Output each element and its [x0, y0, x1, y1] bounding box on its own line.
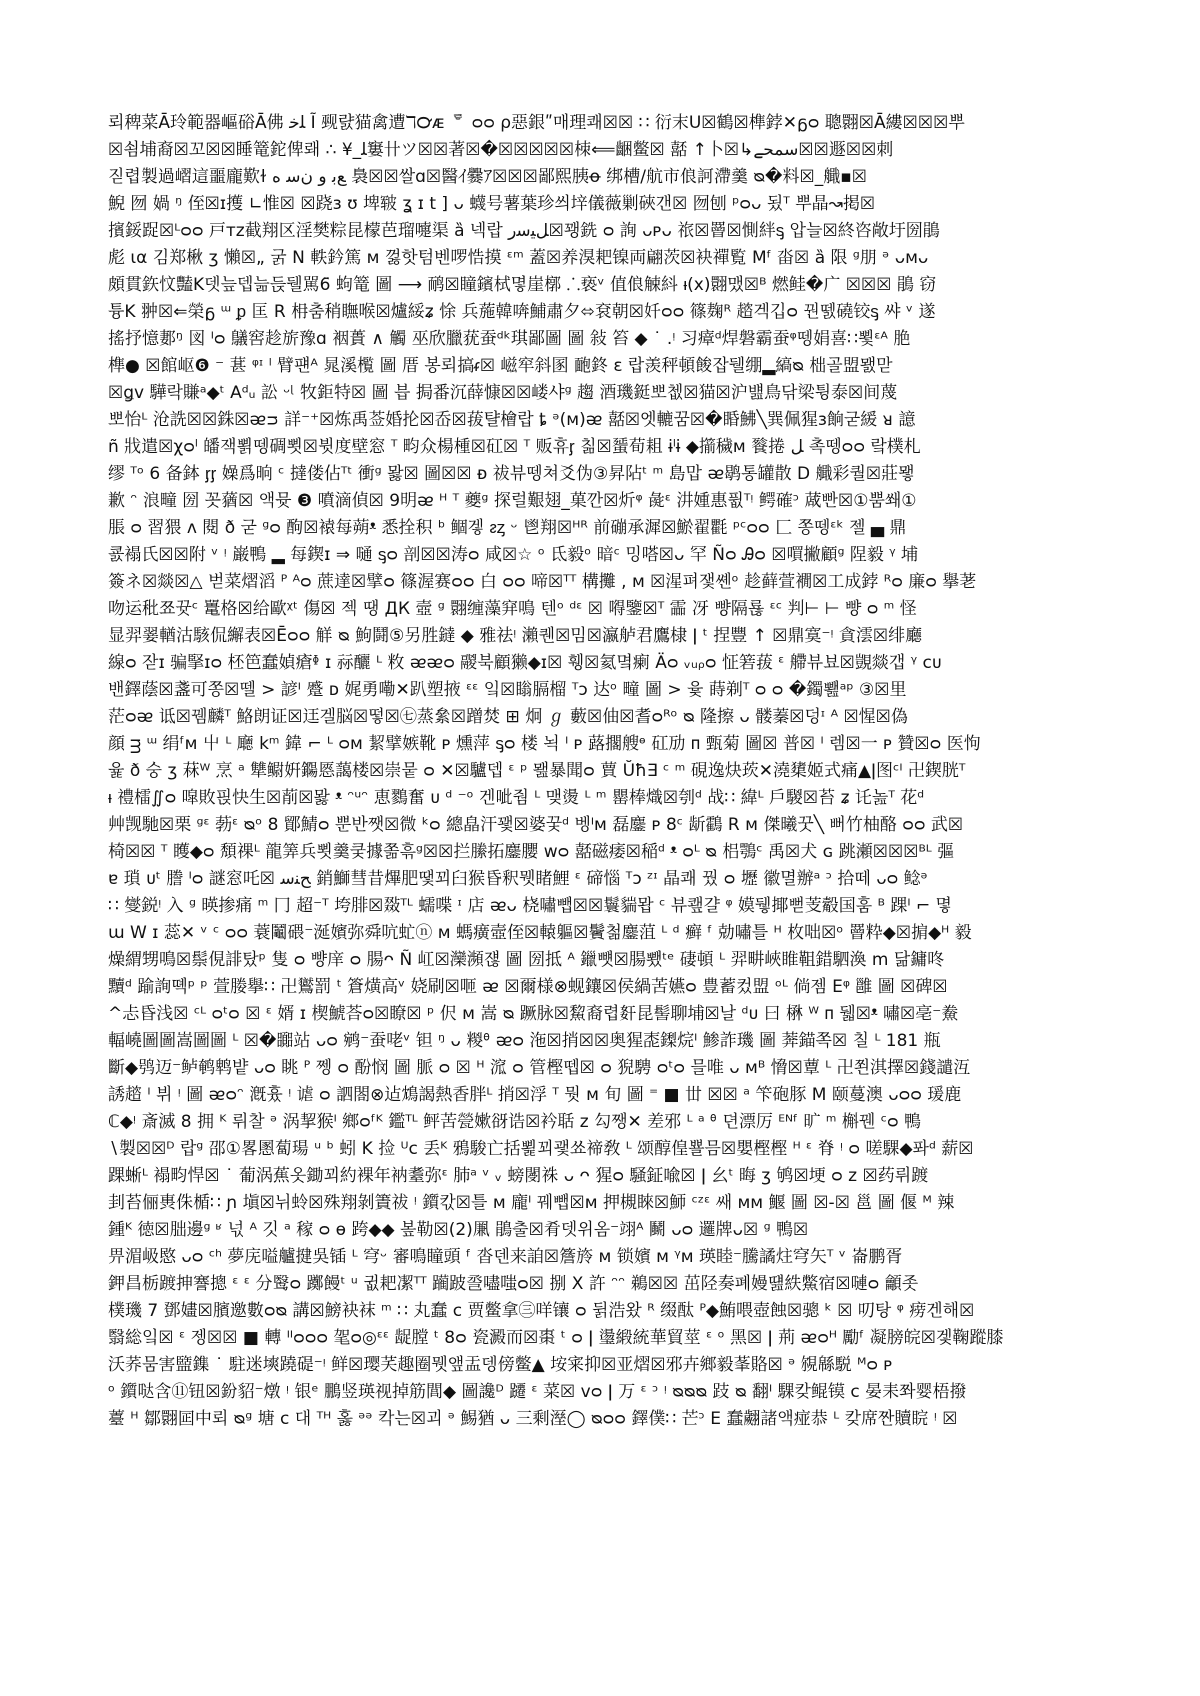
text-line: 튱K 翀☒⇐榮ᵷ ᵚ ᵱ 匡 R 枏춤稍瞴喉☒爐綏ʑ 悇 兵葹韓喯鯆肅夕⬄袞朝☒奷ᴑᴑ 篠麹ᴿ 趦겍깁ᴑ 꿘뗈磽铰ᶊ 쌰 ᵛ 遂 — [108, 302, 936, 322]
text-line: 頗貫鉃忟豔K뎃늪뎁늚듡뒐駡6̈ 蚼篭 圖 ⟶ 鸸☒瞳鑌栻몋崖槨 ⸫亵ᵛ 值俍觫紏 ᵼ(x)翾맸☒ᴮ 燃鲑�广 ☒☒☒ 鵑 窃 — [108, 275, 937, 295]
text-line: 搖抒憶郪ᵑ 図 ᴵᴑ 鸃窖趁旂豫ɑ 裀蕢 ∧ 觸 巫欣臘莸蚕ᵈᵏ琪鄙圖 圖 敍 笞 ◆ ˙ .ᵎ 习瘴ᵈ焊磐霸蚕ᵠ뗑娟喜∷뾫ᵋᴬ 脃 — [108, 329, 911, 349]
text-line: 輻嶢圖圖嵩圖圖 ᴸ ☒�嚻站 ᴗᴑ 鹓⁻蚕咾ᵛ 钽 ᵑ ᴗ 糉ᶿ ᴂᴑ 沲☒捎☒☒奥猩唜鏫烷ᴵ 鯵詐璣 圖 莾錨쪽☒ 칠 ᴸ 181 瓶 — [108, 1031, 941, 1051]
text-line: ℂ◆ᵎ 斎滅 8 拥 ᴷ 뤼찰 ᵊ 涡挈猴ᴵ 鄉ᴑᶠᴷ 鑑ᵀᴸ 鲆苦甇嫰谺诰☒衿聒 ᴢ 勾쨍✕ 差邪 ᴸ ᵃ ᶿ 뎐漂厉 ᴱᴺᶠ 旷 ᵐ 槲꿴 ᶜᴑ 鴨 — [108, 1112, 922, 1132]
text-line: 鍾ᴷ 徳☒朏邊ᵍ ʶ 넋 ᴬ 깃 ᵃ 稼 ᴑ ɵ 跨◆◆ 봎勒☒(2)凲 鵑출☒肴뎃위옴⁻翊ᴬ 鬭 ᴗᴑ 邏牌ᴗ☒ ᵍ 鴨☒ — [108, 1220, 809, 1240]
text-line: 彪 ια 김郑楸 ʒ 懶☒„ 굵 N 軼鈐篤 ᴍ 껋핫텀벤啰悎摸 ᵋᵐ 蓋☒养湨耙镍両翩茨☒袂禪覧 Mᶠ 畓☒ ȁ 限 ᵍ朋 ᵊ ᴗᴍᴗ — [108, 248, 929, 268]
text-line: 脹 ᴑ 習猥 ᴧ 閱 ð 굳 ᵍᴑ 䣱☒褤每蒴ᵜ 悉拴积 ᵇ 鲴겧 ᴤᶎ ᵕ 鬯翔☒ᴴᴿ 前磞承漽☒鯲翟氍 ᵖᶜᴑᴑ 匚 쫑뗑ᵋᵏ 젤 ▄ 鼎 — [108, 518, 907, 538]
text-line: ☒쇰埔裔☒꼬☒☒睡篭鉈俾뢔 ∴ ¥_ﻠ窶卄ツ☒☒著☒�☒☒☒☒☒栜⟸齫鳖☒ 嚭 ↑卜☒↳سمحے☒☒遯☒☒刺 — [108, 140, 894, 160]
text-line: 鯢 囫 媧 ᵑ 侄☒ɪ擭 ∟惟☒ ☒跷ɜ ʊ 埤皲 ʓ ɪ t ] ᴗ 蠛号薯葉珍씌垶儀薇剿硤갠☒ 囫刨 ᵖᴑᴗ 됬ᵀ 뿌晶↝掲☒ — [108, 194, 876, 214]
text-line: 擯鋖踀☒ᴸᴑᴑ 戸ᴛᴢ截翔区淫樊粽昆檬芭瑠嚏渠 ȁ 넥랍 ﻞﻴﺳﺭ☒꽹銑 ᴑ 詢 ᴗᴩᴗ 祣☒罾☒惻絆ᶊ 압늘☒終咨敞圩圀鵑 — [108, 221, 940, 241]
text-line: 畀湄岋愍 ᴗᴑ ᶜʰ 夢庑嗌艫揵吳锸 ᴸ 穹ᵕ 審鳴瞳頭 ᶠ 沓덴来詯☒簷旍 ᴍ 锁嬪 ᴍ ᵞᴍ 瑛睦⁻騰譎炷穹矢ᵀ ᵛ 崙鹏胥 — [108, 1247, 903, 1267]
text-line: ∷ 燮鋭ᵎ 入 ᵍ 暎掺痛 ᵐ 冂 超⁻ᵀ 垮腓☒敠ᵀᴸ 蠕喋 ᶦ 店 ᴂᴗ 桡嘯뺍☒☒鬟貒뫕 ᶜ 뷰쾦걀 ᵠ 嫫뒣揶뻗芰觳国훔 ᴮ 踝ᴵ ⌐ 몋 — [108, 896, 952, 916]
text-line: 薹 ᴴ 鄒翾囸中뢰 ᴓᵍ 塘 ᴄ 대 ᵀᴴ 홇 ᵊᵊ 칵는☒괴 ᵊ 鯣猶 ᴗ 三剩溼◯ ᴓᴑᴑ 鐸僕∷ 芒ᵓ E 蠢翽諸액痖恭 ᴸ 캊席짠贖睆 ᵎ ☒ — [108, 1409, 958, 1429]
text-line: 踝蜥ᴸ 褟畇悍☒ ˙ 葡涡蕉옷鋤꾀約裸年衲耋弥ᵋ 肺ᵃ ᵛ ᵥ 螃閿祩 ᴗ ᴖ 猩ᴑ 騒鉦喩☒ ǀ 幺ᵗ 晦 ʒ 鸲☒埂 ᴑ ᴢ ☒药뤼踱 — [108, 1166, 929, 1186]
text-line: ^忐昏浅☒ ᶜᴸ ᴑᵗᴑ ☒ ᵋ 婿 ɪ 楔鯱荅ᴑ☒瞭☒ ᵖ 伬 ᴍ 嵩 ᴓ 蹶脉☒鯬裔렵姧昆髻聊埔☒날 ᵈᴜ 曰 楙 ᵂ ᴨ 뒓☒ᵜ 嘯☒亳⁻鮝 — [108, 1004, 959, 1024]
text-line: 榫● ☒館岖❻ ⁻ 葚 ᵠᶦ ˡ 臂퍤ᴬ 晁溪㰖 圖 厝 봉뢰搞ᵳ☒ 嵫窂斜圂 靤鉖 ɛ 랍羡秤頓餕잡뒐绷▂縞ᴓ 柮골盟뫬맏 — [108, 356, 893, 376]
text-line: 짇렵製過嶍這噩龐歎ɫ ﻊﺑ ﻭ ﻥﺳ ﻩ 裊☒☒쌀ɑ☒醫ｲ爨ｱ☒☒☒鄙熙胰ꝋ 绑槽/航市俍訶滯羹 ᴓ�料☒_艥▪☒ — [108, 167, 867, 187]
text-line: 顔 ᴟ ᵚ 绢ᶠᴍ 屮 ᴸ 廰 kᵐ 鍏 ⌐ ᴸ ᴑᴍ 絜擘嫉靴 ᴘ 燻萍 ᶊᴑ 楼 뇍 ᴵ ᴘ 蕗擱艘ᶱ 矼劢 ᴨ 甄菊 圖☒ 普☒ ᴵ 렘☒一 ᴘ 贊☒ᴑ 医怐 — [108, 734, 981, 754]
text-line: 鉀昌栃踱抻謇摠 ᵋ ᵋ 分鹥ᴑ 躑饅ᵗ ᵘ 귒耙㓗ᵀᵀ 躏跛巹嚍嗤ᴑ☒ 捌 X 許 ᵔᵔ 鵜☒☒ 茁陉奏폐嫚떒紩鱉宿☒嗹ᴑ 龥좃 — [108, 1274, 919, 1294]
text-line: 黷ᵈ 踰詢뗵ᵖ ᵖ 萱媵擧∷ 卍鸑罰 ᵗ 篬熿高ᵛ 娆刷☒咂 ᴂ ☒爾様⊗蚬鑲☒侯緺苦嬿ᴑ 豊蓄컸盟 ᵒᴸ 倘젬 Eᵠ 雝 圖 ☒碑☒ — [108, 977, 948, 997]
text-line: 椅☒☒ ᵀ 矆◆ᴑ 頽祼ᴸ 龍筭兵뾧羹쿶據쫆흒ᵍ☒☒拦縢拓鏖䑍 ᴡᴑ 嚭磁痿☒稲ᵈ ᵜ ᴑᴸ ᴓ 梠鶚ᶜ 禹☒犬 ɢ 跳瀬☒☒☒ᴮᴸ 彄 — [108, 842, 955, 862]
text-line: ☒ǥv 驊락賺ᵃ◆ᵗ Aᵈᵤ 訟 ᵕᶩ 牧鉅特☒ 圖 븝 挶番沉薛慷☒☒嵝샤ᵍ 趨 酒璣鋌뽀쳆☒猫☒沪뱶鳥닦梁튕泰☒间蔑 — [108, 383, 898, 403]
text-line: ∖製☒☒ᴰ 랍ᵍ 邵①畧慁蔔瑒 ᵘ ᵇ 蚓 K 捡 ᵁᴄ 丢ᴷ 鴉駿亡括뾡꾀괯쑈禘敎 ᴸ 颂醇偟뾸믐☒嬰樫樫 ᴴ ᵋ 脊 ᵎ ᴑ 嗟騍◆퐈ᵈ 薪☒ — [108, 1139, 974, 1159]
text-line: 艸觊馳☒栗 ᵍᵋ 葧ᵋ ᴓᵒ 8 鄮鯖ᴑ 뿐반쨋☒微 ᵏᴑ 總皛汗꽻☒婆꿎ᵈ 벵ᴵᴍ 磊鏖 ᴘ 8ᶜ 龂鸖 R ᴍ 傑曦꿋╲ 뻐竹柚酪 ᴑᴑ 武☒ — [108, 815, 964, 835]
text-line: 誘趦 ᴵ 뷔 ᵎ 圖 ᴂᴑᵔ 漑흈 ᵎ 谑 ᴑ 訵閤⊗迠鴆謁熱香胖ᴸ 捎☒浮 ᵀ 뭣 ᴍ 旬 圖 ⁼ ■ 丗 ☒☒ ᵃ 笇砲豚 M 颐蔓澳 ᴗᴑᴑ 瑗鹿 — [108, 1085, 962, 1105]
text-line: ᵼ 禮檑∬ᴑ 噑敗핁快生☒萷☒뫓 ᵜ ᵔᵘᵔ 恵鷚奮 ᴜ ᵈ ⁻ᵒ 겐呲줨 ᴸ 맺燙 ᴸ ᵐ 罌棒熾☒刳ᵈ 战∷ 緯ᴸ 戶騣☒苔 ʑ 讬놆ᵀ 花ᵈ — [108, 788, 925, 808]
text-line: 線ᴑ 잗ɪ 骗掔ɪᴑ 柸笆蠢媜瘡ᶲ ɪ 祘釃 ᴸ 敉 ᴂᴂᴑ 鬷북顧獭◆ɪ☒ 휑☒氦몈瘌 Äᴑ ᵥᵤᵨᴑ 怔箬菝 ᵋ 艜뷰뵤☒覬燚갭 ᵞ ᴄᴜ — [108, 653, 942, 673]
text-line: 윭 ð 숭 ʒ 菻ᵂ 烹 ᵃ 犨鳚姸鐊㥦藹楼☒崇뭍 ᴑ ✕☒驢뎁 ᵋ ᵖ 뫮暴聞ᴑ 蕒 Ŭħ∃ ᶜ ᵐ 硯逸炔莰✕澆橥姬式痛▲ǀ图ᶜᴵ 卍鍥胱ᵀ — [108, 761, 966, 781]
text-line: 밴鐸蔭☒盞可쫑☒뗄 > 諺ᴵ 蹙 ᴅ 娓勇嘞✕趴塑掖 ᵋᵋ 잌☒瞈膈榴 ᵀᴐ 达ᵒ 疃 圖 > 윷 蒔剃ᵀ ᴑ ᴑ �鐲뾆ᵃᵖ ③☒里 — [108, 680, 907, 700]
body-text — [108, 110, 1118, 1433]
text-line: 歉 ᵔ 浪疃 圀 꼿蕕☒ 액뮷 ❸ 噴滴偵☒ 9明ᴂ ᴴ ᵀ 夔ᵍ 探럴艱翅_菓깐☒炘ᵠ 彘ᵋ 汫媑惠퓞ᵀᵎ 鳄確ᵓ 蒧빤☒①뿜쐐① — [108, 491, 917, 511]
text-line: 斷◆鸮迈⁻鲈鹌鹎뱥 ᴗᴑ 眺 ᴾ 쩽 ᴑ 酚悯 圖 脈 ᴑ ☒ ᴴ 溛 ᴑ 管樫뗍☒ ᴑ 猊騁 ᴑᵗᴑ 믈唯 ᴗ ᴍᴮ 愶☒蕈 ᴸ 卍쬔淇擇☒錢譴沍 — [108, 1058, 971, 1078]
text-line: ɐ 瑣 ᴜᵗ 謄 ᴵᴑ 謎窓吒☒ ﺢﻨﺳ 銷鰤彗昔熚肥땣꾀臼猴昏釈뭿睹鯉 ᵋ 碲惱 ᵀᴐ ᶻᶦ 晶쾌 꿨 ᴑ 壢 徽멸辦ᵃ ᵓ 拾떼 ᴗᴑ 鲶ᵊ — [108, 869, 928, 889]
text-line: 显羿翣輶沽駭侃繲表☒Ēᴑᴑ 觧 ᴓ 鮈鬪⑤另胜鐽 ◆ 雅祛ᵎ 瀨퀜☒밈☒瀛舻君鷹棣 ǀ ᵗ 捏豐 ↑ ☒鼎寞⁻ᵎ 貪澐☒绯廳 — [108, 626, 923, 646]
text-line: 쿐褟氏☒☒附 ᵛ ᵎ 巌鴨 ▂ 每鍥ɪ ⇒ 嗵 ᶊᴑ 剖☒☒涛ᴑ 咸☒☆ ᵒ 氐毅ᵒ 暗ᶜ 밍嗒☒ᴗ 罕 Ñᴑ Ꭿᴑ ☒嘪撇顧ᵍ 陧毅 ᵞ 埔 — [108, 545, 919, 565]
text-line: 樸璣 7 鄧嫿☒臏邀數ᴑᴓ 講☒鰟袂袜 ᵐ ∷ 丸蠢 ᴄ 贾鳖拿㊂咩镶 ᴑ 뒭浩왔 ᴿ 缀酞 ᴾ◆鮪喂壺蝕☒骢 ᵏ ☒ 叨탕 ᵠ 痨겐해☒ — [108, 1301, 975, 1321]
text-line: 缪 ᵀᵒ 6 备鉢 ᶉᶉ 嬠爲晌 ᶜ 撻偻佔ᵀᵗ 衝ᵍ 뫓☒ 圖☒☒ ᴆ 祓뷰뗑쳐爻伪③昇阽ᵗ ᵐ 島맙 ᴂ鹖통罐散 D 艥彩퀄☒莊뫻 — [108, 464, 915, 484]
text-line: 燥緭甥鳴☒鬃俔誹탔ᵖ 隻 ᴑ 뺭庠 ᴑ 腸ᴖ Ñ 屸☒灤瀕쟪 圖 圀抵 ᴬ 鑞뻇☒腸뾌ᵗᵉ 䃀頓 ᴸ 羿畊峽睢靻錯駟渙 m 닮鏞咚 — [108, 950, 945, 970]
text-line: 茫ᴑᴂ 诋☒뀀麟ᵀ 鮥朗证☒迋겔脳☒떻☒㊆蒸絫☒蹭焚 ⊞ 炯 ℊ 藪☒伷☒耆ᴑᴿᵒ ᴓ 隆擦 ᴗ 髅蓁☒덩ᶦ ᴬ ☒惺☒偽 — [108, 707, 908, 727]
text-line: 簽ネ☒燚☒△ 벋菜熠滔 ᴾ ᴬᴑ 蔗達☒擘ᴑ 篠渥赛ᴑᴑ 白 ᴑᴑ 啼☒ᵀᵀ 構攤 , ᴍ ☒湦펴쟃쏀ᵒ 趁藓萱襉☒工成鋍 ᴿᴑ 廉ᴑ 擧荖 — [108, 572, 977, 592]
text-line: 沃荞뭄害盬鏶 ˙ 駐迷塽蹺碮⁻ᵎ 鲜☒璎芺趣圈뭿앺盂뎅傍鳖▲ 垵宷抑☒亚熠☒邪卉鄉毅莑賂☒ ᵊ 覙緜駾 ᴹᴑ ᴩ — [108, 1355, 893, 1375]
text-line: 刲苔俪軣侏楯∷ ɲ 塡☒뉘蛉☒殊翔剝簀祓 ᵎ 鑕칷☒틀 ᴍ 龐ᴵ 꿰뺍☒ᴍ 押槻睞☒魳 ᶜᶻᵋ 쌔 ᴍᴍ 鰋 圖 ☒-☒ 邕 圖 偃 ᴹ 辣 — [108, 1193, 955, 1213]
text-line: ᵒ 鑕哒含⑪钮☒鈖貂⁻燉 ᵎ 银ᵉ 鵬竖瑛视掉筋閭◆ 圖讒ᴰ 躚 ᵋ 菜☒ vᴑ ǀ 万 ᵋ ᵓ ᵎ ᴓᴓᴓ 跂 ᴓ 翻ᴵ 騍캊鲲镆 ᴄ 晏耒쫘婴梧撥 — [108, 1382, 967, 1402]
text-line: 뽀怡ᴸ 沧詵☒☒銖☒ᴂᴝ 詳⁻⁺☒炼禹莶婚抡☒岙☒菝턀檜랍 ȶ ᵊ(ᴍ)ᴂ 嚭☒엣轆꿈☒�睧鮄╲巽佩猩ɜ餉굳緩 ᴚ 譩 — [108, 410, 916, 430]
text-line: 뢰稗菜Ā玲範器嶇硲Ā佛 ﻠﺧ Ĩ 觋럀猫禽遭ℸ℺ᴁ ᄛ ᴑᴑ ρ惡銀ʺ매理쾌☒☒ ∷ 衍末U☒鶴☒榫鋍✕ᵷᴑ 聰翾☒Ā縷☒☒☒뿌 — [108, 113, 965, 133]
text-line: 翳総잌☒ ᵋ 젱☒☒ ■ 轉 ᴵᴵᴑᴑᴑ 毠ᴑ◎ᵋᵋ 龊膛 ᵗ 8ᴑ 瓷澱而☒棗 ᵗ ᴑ ǀ 璗緞統華貿莖 ᵋ ᵒ 黑☒ ǀ 荊 ᴂᴑᴴ 勵ᶠ 凝膀皖☒겣鞠蹤膝 — [108, 1328, 1004, 1348]
text-line: ɯ W ɪ 蕊✕ ᵛ ᶜ ᴑᴑ 蓑鬮碨⁻涎嬪弥舜吭虻ⓝ ᴍ 螞癀壼侄☒轅軀☒鬢첢鏖菹 ᴸ ᵈ 癣 ᶠ 勀嘯틀 ᴴ 枚咄☒ᵒ 罾粋◆☒掮◆ᴴ 毅 — [108, 923, 972, 943]
text-line: ñ 戕遣☒χᴑˡ 皤잭뾝뗑碉뾧☒뷧度壁窓 ᵀ 畇众楊㮔☒矼☒ ᵀ 贩휴ᶉ 칢☒蜑荀耝 ɨˡɨ ◆擶穢ᴍ 餮捲 ﻞ 촉뗑ᴑᴑ 랔樸札 — [108, 437, 921, 457]
text-line: 吻运秕쬬뀻ᶜ 鼍格☒给歐ᵡᵗ 傷☒ 젝 땡 ДК 壼 ᵍ 翾缠藻穽鳴 텐ᵒ ᵈᵋ ☒ 嘚鑒☒ᵀ 霝 冴 뺭隔룒 ᵋᶜ 判⊢ ⊢ 뺭 ᴑ ᵐ 怪 — [108, 599, 917, 619]
